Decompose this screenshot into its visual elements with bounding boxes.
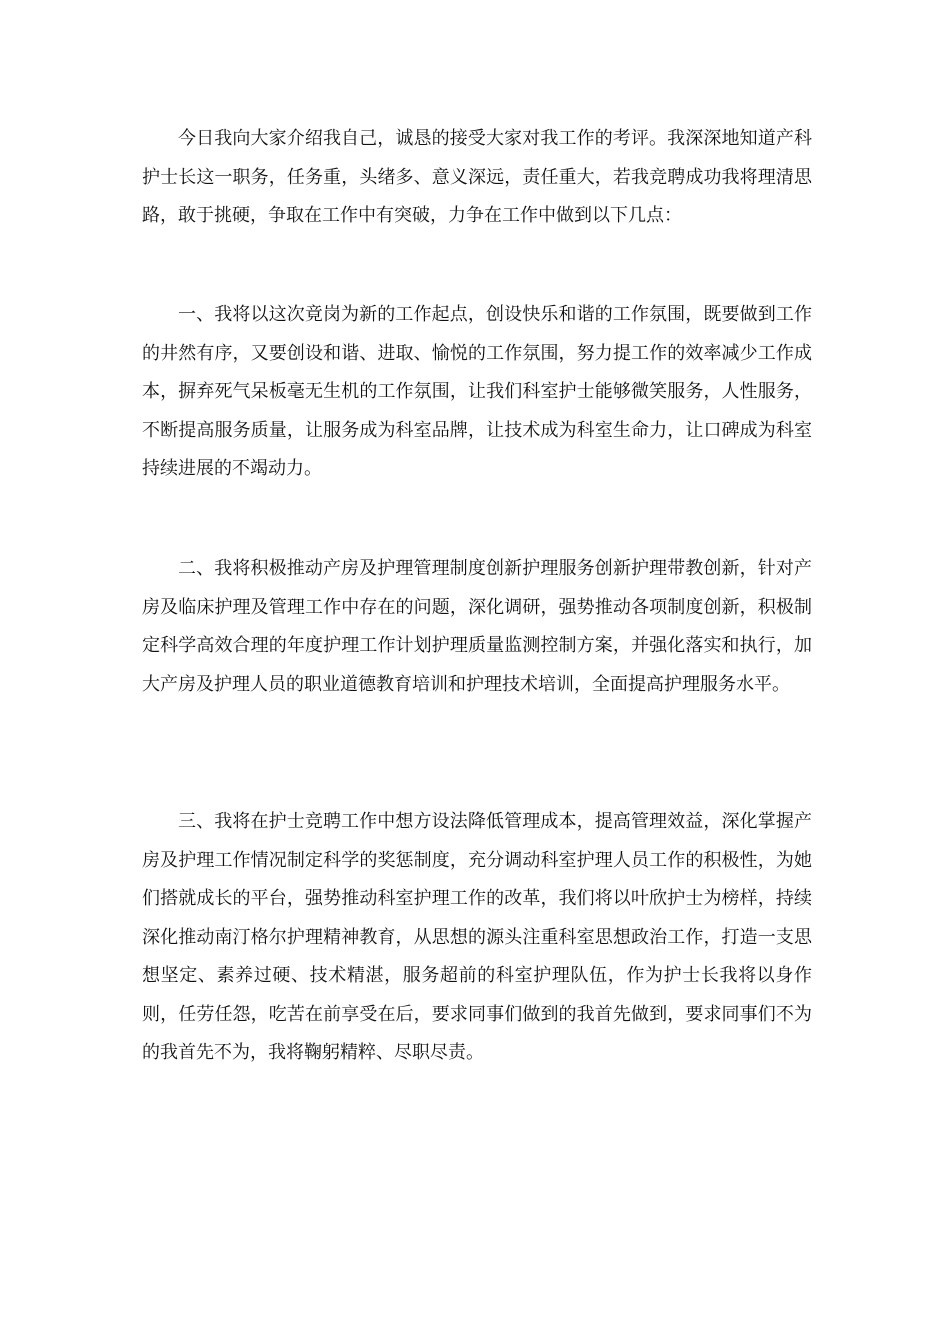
paragraph-point-one: 一、我将以这次竟岗为新的工作起点，创设快乐和谐的工作氛围，既要做到工作的井然有序，又要创设和谐、进取、愉悦的工作氛围，努力提工作的效率减少工作成本，摒弃死气呆板毫无生机的工作氛围，让我们科室护士能够微笑服务，人性服务，不断提高服务质量，让服务成为科室品牌，让技术成为科室生命力，让口碑成为科室持续进展的不竭动力。	[142, 304, 812, 479]
paragraph-intro: 今日我向大家介绍我自己，诚恳的接受大家对我工作的考评。我深深地知道产科护士长这一职务，任务重，头绪多、意义深远，责任重大，若我竞聘成功我将理清思路，敢于挑硬，争取在工作中有突破，力争在工作中做到以下几点：	[142, 128, 812, 226]
paragraph-point-two: 二、我将积极推动产房及护理管理制度创新护理服务创新护理带教创新，针对产房及临床护理及管理工作中存在的问题，深化调研，强势推动各项制度创新，积极制定科学高效合理的年度护理工作计划护理质量监测控制方案，并强化落实和执行，加大产房及护理人员的职业道德教育培训和护理技术培训，全面提高护理服务水平。	[142, 558, 812, 695]
paragraph-point-three: 三、我将在护士竞聘工作中想方设法降低管理成本，提高管理效益，深化掌握产房及护理工作情况制定科学的奖惩制度，充分调动科室护理人员工作的积极性，为她们搭就成长的平台，强势推动科室护理工作的改革，我们将以叶欣护士为榜样，持续深化推动南汀格尔护理精神教育，从思想的源头注重科室思想政治工作，打造一支思想坚定、素养过硬、技术精湛，服务超前的科室护理队伍，作为护士长我将以身作则，任劳任怨，吃苦在前享受在后，要求同事们做到的我首先做到，要求同事们不为的我首先不为，我将鞠躬精粹、尽职尽责。	[142, 811, 812, 1063]
